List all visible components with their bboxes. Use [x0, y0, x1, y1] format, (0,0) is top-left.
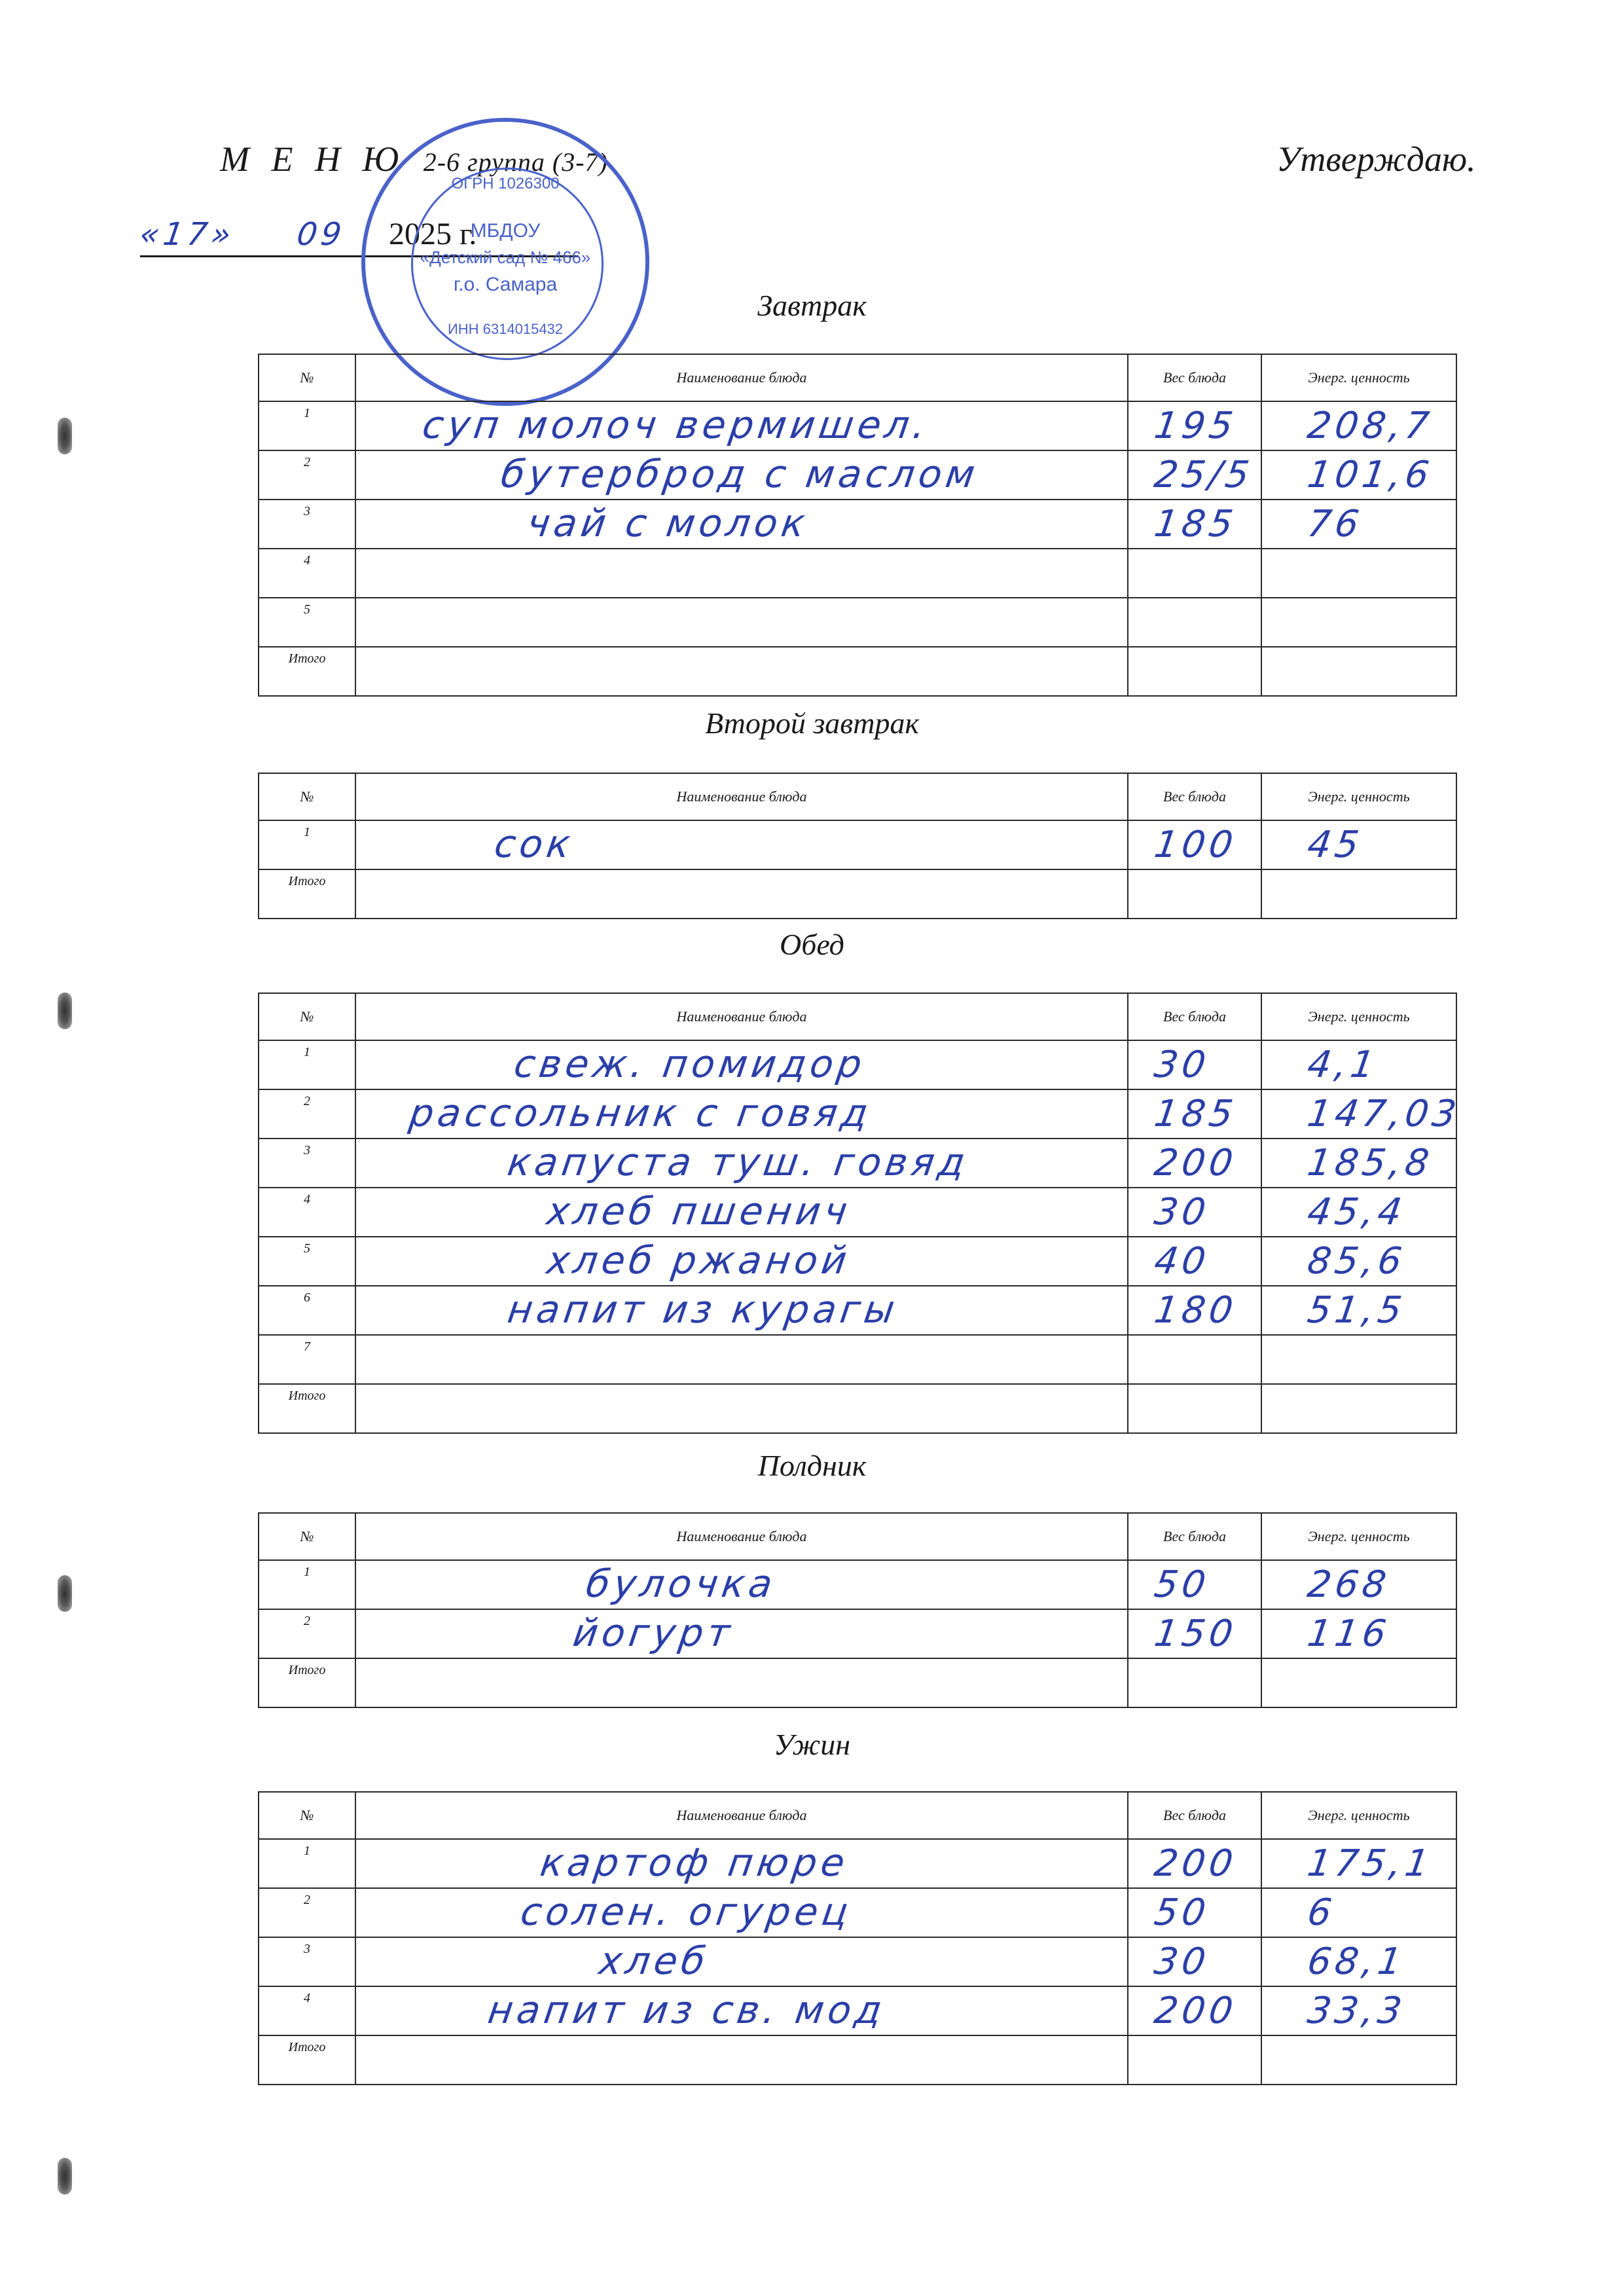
column-header-energy: Энерг. ценность: [1261, 1513, 1456, 1560]
dish-energy: 147,03: [1305, 1093, 1463, 1135]
row-number: [259, 450, 355, 500]
dish-energy-cell: [1261, 1839, 1456, 1888]
dish-name-cell: [355, 1286, 1128, 1335]
menu-table: [258, 354, 1457, 697]
row-number-text: 2: [304, 455, 310, 469]
dish-name-cell: [355, 500, 1128, 549]
dish-name: суп молоч вермишел.: [420, 403, 933, 447]
column-header-weight: Вес блюда: [1128, 354, 1261, 401]
dish-weight: 30: [1151, 1191, 1212, 1233]
total-row: [259, 2035, 1456, 2085]
dish-weight-cell: [1128, 500, 1261, 549]
stamp-text: ОГРН 1026300: [451, 175, 560, 192]
table-row: [259, 1040, 1456, 1089]
dish-energy-cell: [1261, 450, 1456, 500]
dish-energy: 51,5: [1305, 1289, 1409, 1332]
column-header-dish: Наименование блюда: [355, 354, 1128, 401]
dish-energy-cell: [1261, 1188, 1456, 1237]
column-header-energy: Энерг. ценность: [1261, 1792, 1456, 1839]
column-header-num: №: [259, 773, 355, 820]
total-label-cell: [259, 1384, 355, 1433]
dish-energy-cell: [1261, 1040, 1456, 1089]
row-number-text: 1: [304, 1045, 310, 1059]
dish-energy: 76: [1305, 503, 1365, 545]
dish-energy-cell: [1261, 500, 1456, 549]
dish-name-cell: [355, 1560, 1128, 1609]
total-cell: [355, 647, 1128, 696]
stamp-text: ИНН 6314015432: [447, 321, 564, 337]
menu-table: [258, 1791, 1457, 2085]
total-cell: [1128, 1384, 1261, 1433]
dish-energy: 85,6: [1305, 1240, 1409, 1283]
dish-weight-cell: [1128, 1937, 1261, 1986]
total-row: [259, 647, 1456, 696]
dish-energy: 185,8: [1305, 1142, 1435, 1184]
dish-weight-cell: [1128, 1335, 1261, 1384]
row-number-text: 4: [304, 1991, 310, 2005]
dish-name: напит из курагы: [505, 1287, 902, 1332]
column-header-dish: Наименование блюда: [355, 773, 1128, 820]
total-cell: [1128, 869, 1261, 919]
dish-weight-cell: [1128, 1560, 1261, 1609]
dish-energy: 45,4: [1305, 1191, 1409, 1233]
section-title: Обед: [780, 928, 844, 961]
dish-weight: 150: [1151, 1613, 1240, 1655]
stamp-text: МБДОУ: [470, 220, 541, 242]
table-row: [259, 450, 1456, 500]
column-header-num: №: [259, 1513, 355, 1560]
dish-energy-cell: [1261, 1089, 1463, 1139]
dish-energy-cell: [1261, 1335, 1456, 1384]
dish-energy: 268: [1305, 1563, 1393, 1606]
table-header-row: [259, 354, 1456, 401]
dish-name-cell: [355, 1139, 1128, 1188]
total-cell: [1261, 2035, 1456, 2085]
dish-weight-cell: [1128, 1040, 1261, 1089]
row-number: [259, 598, 355, 647]
column-header-energy: Энерг. ценность: [1261, 773, 1456, 820]
dish-energy: 4,1: [1305, 1044, 1381, 1086]
dish-energy-cell: [1261, 820, 1456, 869]
dish-energy-cell: [1261, 1560, 1456, 1609]
column-header-dish: Наименование блюда: [355, 993, 1128, 1040]
row-number-text: 1: [304, 825, 310, 839]
dish-name: капуста туш. говяд: [505, 1140, 972, 1184]
menu-title-text: М Е Н Ю: [220, 139, 406, 179]
dish-weight-cell: [1128, 450, 1261, 500]
dish-weight: 30: [1151, 1044, 1212, 1086]
row-number-text: 3: [304, 504, 310, 519]
dish-name: булочка: [583, 1561, 780, 1606]
table-row: [259, 1839, 1456, 1888]
table-row: [259, 1937, 1456, 1986]
dish-energy-cell: [1261, 1139, 1456, 1188]
dish-energy-cell: [1261, 1609, 1456, 1658]
table-row: [259, 1286, 1456, 1335]
dish-energy-cell: [1261, 598, 1456, 647]
dish-energy: 45: [1305, 824, 1365, 866]
section-title: Второй завтрак: [704, 706, 920, 740]
table-row: [259, 598, 1456, 647]
dish-name-cell: [355, 549, 1128, 598]
dish-weight-cell: [1128, 820, 1261, 869]
row-number-text: 4: [304, 1192, 310, 1207]
table-header-row: [259, 993, 1456, 1040]
row-number-text: 1: [304, 1844, 310, 1858]
dish-weight: 50: [1151, 1891, 1212, 1934]
total-cell: [355, 1658, 1128, 1707]
menu-table: [258, 1512, 1457, 1708]
dish-energy: 116: [1305, 1613, 1393, 1655]
dish-weight-cell: [1128, 1888, 1261, 1937]
dish-energy-cell: [1261, 1237, 1456, 1286]
total-label-cell: [259, 647, 355, 696]
row-number: [259, 1335, 355, 1384]
total-row: [259, 1384, 1456, 1433]
date-month: 09: [295, 216, 348, 253]
dish-weight-cell: [1128, 1188, 1261, 1237]
column-header-dish: Наименование блюда: [355, 1792, 1128, 1839]
dish-weight-cell: [1128, 1839, 1261, 1888]
dish-weight: 25/5: [1151, 454, 1256, 496]
date-day: «17»: [137, 216, 238, 253]
dish-name: картоф пюре: [537, 1840, 852, 1885]
row-number-text: 6: [304, 1290, 310, 1305]
total-label-cell: [259, 2035, 355, 2085]
dish-energy-cell: [1261, 1986, 1456, 2035]
dish-name-cell: [355, 598, 1128, 647]
dish-name: напит из св. мод: [485, 1988, 889, 2032]
row-number-text: 4: [304, 553, 310, 568]
total-row: [259, 869, 1456, 919]
dish-weight-cell: [1128, 1286, 1261, 1335]
row-number: [259, 1286, 355, 1335]
row-number: [259, 401, 355, 450]
total-label: Итого: [288, 651, 326, 666]
row-number: [259, 549, 355, 598]
table-row: [259, 1609, 1456, 1658]
row-number: [259, 1609, 355, 1658]
dish-energy: 68,1: [1305, 1941, 1409, 1983]
table-row: [259, 1139, 1456, 1188]
row-number-text: 3: [304, 1942, 310, 1956]
dish-weight-cell: [1128, 1139, 1261, 1188]
column-header-weight: Вес блюда: [1128, 1513, 1261, 1560]
group-label: 2-6 группа (3-7): [423, 147, 608, 177]
total-label: Итого: [288, 2040, 326, 2054]
table-row: [259, 500, 1456, 549]
section-title: Ужин: [773, 1728, 851, 1761]
dish-name-cell: [355, 1335, 1128, 1384]
total-cell: [1128, 2035, 1261, 2085]
dish-energy-cell: [1261, 401, 1456, 450]
table-row: [259, 1986, 1456, 2035]
row-number: [259, 1188, 355, 1237]
table-row: [259, 1188, 1456, 1237]
row-number: [259, 1139, 355, 1188]
row-number: [259, 1089, 355, 1139]
dish-name-cell: [355, 1986, 1128, 2035]
dish-name: хлеб ржаной: [544, 1238, 854, 1283]
row-number: [259, 1888, 355, 1937]
row-number-text: 2: [304, 1614, 310, 1628]
dish-weight: 100: [1151, 824, 1240, 866]
table-header-row: [259, 1513, 1456, 1560]
binder-hole: [58, 1575, 72, 1612]
column-header-weight: Вес блюда: [1128, 1792, 1261, 1839]
dish-weight-cell: [1128, 401, 1261, 450]
total-cell: [355, 1384, 1128, 1433]
total-cell: [355, 2035, 1128, 2085]
row-number-text: 1: [304, 1565, 310, 1579]
row-number: [259, 820, 355, 869]
dish-name: йогурт: [570, 1611, 737, 1655]
column-header-num: №: [259, 354, 355, 401]
stamp-text: «Детский сад № 466»: [420, 247, 591, 267]
dish-name: хлеб: [596, 1939, 712, 1983]
dish-weight: 195: [1151, 405, 1240, 447]
dish-weight: 185: [1151, 503, 1240, 545]
row-number: [259, 1986, 355, 2035]
menu-table: [258, 993, 1463, 1434]
dish-weight-cell: [1128, 598, 1261, 647]
dish-weight: 50: [1151, 1563, 1212, 1606]
row-number: [259, 1937, 355, 1986]
dish-name-cell: [355, 1237, 1128, 1286]
total-label-cell: [259, 869, 355, 919]
dish-name-cell: [355, 1609, 1128, 1658]
total-cell: [1128, 1658, 1261, 1707]
row-number-text: 7: [304, 1339, 310, 1354]
dish-weight-cell: [1128, 1986, 1261, 2035]
dish-weight-cell: [1128, 549, 1261, 598]
column-header-weight: Вес блюда: [1128, 993, 1261, 1040]
dish-name-cell: [355, 1888, 1128, 1937]
total-row: [259, 1658, 1456, 1707]
column-header-energy: Энерг. ценность: [1261, 993, 1456, 1040]
dish-weight-cell: [1128, 1609, 1261, 1658]
dish-weight: 185: [1151, 1093, 1240, 1135]
column-header-num: №: [259, 993, 355, 1040]
dish-name-cell: [355, 820, 1128, 869]
total-label-cell: [259, 1658, 355, 1707]
dish-energy-cell: [1261, 1286, 1456, 1335]
date-year: 2025 г.: [389, 217, 477, 251]
dish-energy: 208,7: [1305, 405, 1435, 447]
dish-name-cell: [355, 401, 1128, 450]
table-row: [259, 1888, 1456, 1937]
total-label: Итого: [288, 874, 326, 888]
table-row: [259, 1335, 1456, 1384]
dish-name: сок: [492, 822, 577, 866]
column-header-dish: Наименование блюда: [355, 1513, 1128, 1560]
binder-hole: [58, 993, 72, 1029]
dish-name-cell: [355, 450, 1128, 500]
binder-hole: [58, 2158, 72, 2195]
row-number: [259, 1040, 355, 1089]
column-header-weight: Вес блюда: [1128, 773, 1261, 820]
dish-name: чай с молок: [524, 501, 812, 545]
dish-energy-cell: [1261, 1937, 1456, 1986]
total-cell: [1261, 1658, 1456, 1707]
table-row: [259, 1237, 1456, 1286]
dish-name: рассольник с говяд: [406, 1091, 875, 1135]
row-number: [259, 500, 355, 549]
total-cell: [355, 869, 1128, 919]
approve-label: Утверждаю.: [1276, 139, 1476, 179]
row-number: [259, 1560, 355, 1609]
dish-weight: 200: [1151, 1842, 1240, 1885]
stamp-text: г.о. Самара: [453, 274, 558, 295]
binder-hole: [58, 418, 72, 454]
row-number-text: 2: [304, 1893, 310, 1907]
dish-name: свеж. помидор: [511, 1042, 869, 1086]
row-number-text: 3: [304, 1143, 310, 1157]
row-number-text: 5: [304, 1241, 310, 1256]
dish-name: бутерброд с маслом: [498, 452, 982, 496]
table-row: [259, 549, 1456, 598]
section-title: Полдник: [757, 1449, 867, 1482]
dish-name: хлеб пшенич: [544, 1189, 854, 1233]
section-title: Завтрак: [757, 289, 867, 322]
menu-table: [258, 773, 1457, 919]
dish-energy: 6: [1305, 1891, 1339, 1934]
row-number-text: 5: [304, 602, 310, 617]
dish-weight-cell: [1128, 1237, 1261, 1286]
dish-energy-cell: [1261, 549, 1456, 598]
total-label: Итого: [288, 1663, 326, 1677]
row-number: [259, 1839, 355, 1888]
dish-name-cell: [355, 1188, 1128, 1237]
column-header-energy: Энерг. ценность: [1261, 354, 1456, 401]
dish-name-cell: [355, 1937, 1128, 1986]
dish-weight: 180: [1151, 1289, 1240, 1332]
dish-name-cell: [355, 1040, 1128, 1089]
dish-weight-cell: [1128, 1089, 1261, 1139]
table-header-row: [259, 773, 1456, 820]
total-cell: [1261, 869, 1456, 919]
row-number-text: 1: [304, 406, 310, 420]
table-row: [259, 1089, 1456, 1139]
total-label: Итого: [288, 1389, 326, 1403]
table-row: [259, 820, 1456, 869]
dish-name-cell: [355, 1839, 1128, 1888]
column-header-num: №: [259, 1792, 355, 1839]
dish-energy: 101,6: [1305, 454, 1435, 496]
dish-weight: 30: [1151, 1941, 1212, 1983]
table-header-row: [259, 1792, 1456, 1839]
dish-name-cell: [355, 1089, 1128, 1139]
dish-weight: 200: [1151, 1990, 1240, 2032]
total-cell: [1261, 1384, 1456, 1433]
row-number-text: 2: [304, 1094, 310, 1108]
dish-name: солен. огурец: [518, 1889, 855, 1934]
dish-energy: 175,1: [1305, 1842, 1435, 1885]
dish-energy: 33,3: [1305, 1990, 1409, 2032]
table-row: [259, 1560, 1456, 1609]
total-cell: [1128, 647, 1261, 696]
dish-weight: 40: [1151, 1240, 1212, 1283]
dish-weight: 200: [1151, 1142, 1240, 1184]
dish-energy-cell: [1261, 1888, 1456, 1937]
total-cell: [1261, 647, 1456, 696]
table-row: [259, 401, 1456, 450]
row-number: [259, 1237, 355, 1286]
